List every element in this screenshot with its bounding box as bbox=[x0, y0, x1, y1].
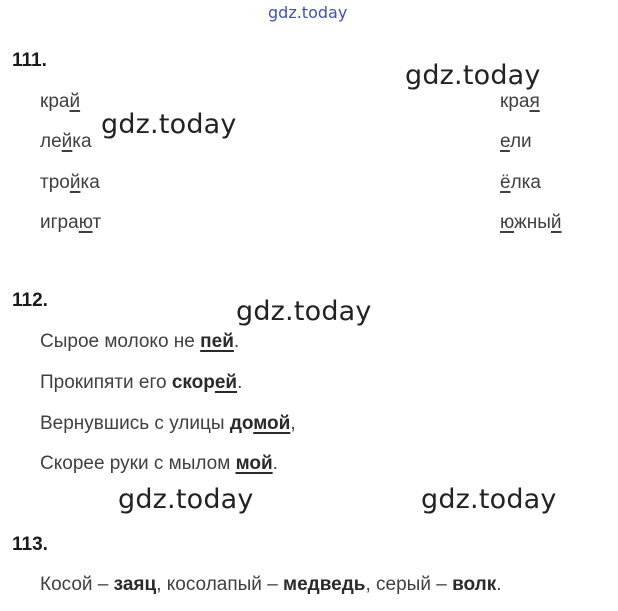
word-left-4: играют bbox=[40, 212, 102, 233]
watermark: gdz.today bbox=[421, 484, 557, 515]
watermark: gdz.today bbox=[101, 109, 237, 140]
poem-line-1: Сырое молоко не пей. bbox=[40, 331, 240, 352]
exercise-number-111: 111. bbox=[12, 50, 47, 71]
word-right-4: южный bbox=[500, 212, 562, 233]
exercise-number-113: 113. bbox=[12, 534, 48, 555]
word-left-2: лейка bbox=[40, 131, 92, 152]
sentence-113: Косой – заяц, косолапый – медведь, серый – волк. bbox=[40, 574, 502, 595]
watermark: gdz.today bbox=[118, 484, 254, 515]
poem-line-4: Скорее руки с мылом мой. bbox=[40, 453, 278, 474]
watermark: gdz.today bbox=[405, 60, 541, 91]
word-right-2: ели bbox=[500, 131, 532, 152]
poem-line-3: Вернувшись с улицы домой, bbox=[40, 413, 296, 434]
word-left-1: край bbox=[40, 91, 81, 112]
watermark: gdz.today bbox=[236, 296, 372, 327]
word-left-3: тройка bbox=[40, 172, 100, 193]
watermark-top: gdz.today bbox=[268, 3, 348, 22]
word-right-1: края bbox=[500, 91, 540, 112]
poem-line-2: Прокипяти его скорей. bbox=[40, 372, 243, 393]
exercise-number-112: 112. bbox=[12, 290, 48, 311]
word-right-3: ёлка bbox=[500, 172, 541, 193]
